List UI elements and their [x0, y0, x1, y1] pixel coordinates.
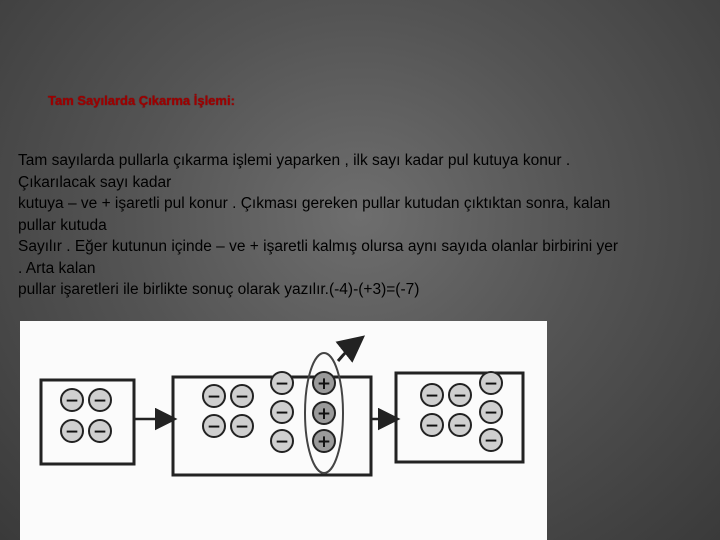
slide-title: Tam Sayılarda Çıkarma İşlemi: — [48, 93, 235, 108]
svg-text:−: − — [206, 417, 222, 437]
svg-text:−: − — [206, 387, 222, 407]
minus-chip — [480, 401, 502, 423]
body-line: pullar kutuda — [18, 216, 107, 234]
svg-text:−: − — [64, 391, 80, 411]
svg-text:−: − — [424, 386, 440, 406]
svg-text:−: − — [424, 416, 440, 436]
svg-text:−: − — [483, 374, 499, 394]
minus-chip — [89, 389, 111, 411]
svg-text:−: − — [452, 386, 468, 406]
box-first-number — [41, 380, 134, 464]
minus-chip — [231, 385, 253, 407]
body-line: Sayılır . Eğer kutunun içinde – ve + işaretli kalmış olursa aynı sayıda olanlar birbirini yer — [18, 238, 619, 255]
plus-chip — [313, 430, 335, 452]
svg-text:+: + — [316, 374, 332, 394]
svg-text:−: − — [234, 417, 250, 437]
svg-text:−: − — [234, 387, 250, 407]
body-line: kutuya – ve + işaretli pul konur . Çıkması gereken pullar kutudan çıktıktan sonra, kalan — [18, 195, 611, 212]
body-line: pullar işaretleri ile birlikte sonuç olarak yazılır.(-4)-(+3)=(-7) — [18, 281, 420, 298]
plus-chip — [313, 402, 335, 424]
plus-chip — [313, 372, 335, 394]
body-line: Tam sayılarda pullarla çıkarma işlemi yaparken , ilk sayı kadar pul kutuya konur . — [18, 152, 571, 169]
svg-text:+: + — [316, 404, 332, 424]
minus-chip — [480, 372, 502, 394]
svg-text:−: − — [274, 432, 290, 452]
minus-chip — [421, 384, 443, 406]
svg-text:−: − — [483, 403, 499, 423]
svg-text:−: − — [274, 403, 290, 423]
slide-body-text — [18, 150, 718, 301]
minus-chip — [449, 414, 471, 436]
minus-chip — [61, 420, 83, 442]
figure-svg — [20, 321, 547, 540]
minus-chip — [231, 415, 253, 437]
body-line: Çıkarılacak sayı kadar — [18, 173, 172, 191]
svg-text:−: − — [64, 422, 80, 442]
minus-chip — [449, 384, 471, 406]
minus-chip — [271, 372, 293, 394]
minus-chip — [480, 429, 502, 451]
svg-text:−: − — [92, 391, 108, 411]
svg-text:−: − — [483, 431, 499, 451]
chip-subtraction-figure — [20, 321, 547, 540]
minus-chip — [421, 414, 443, 436]
svg-text:−: − — [92, 422, 108, 442]
removal-arrow — [338, 341, 358, 361]
minus-chip — [89, 420, 111, 442]
svg-text:−: − — [452, 416, 468, 436]
minus-chip — [271, 401, 293, 423]
svg-text:−: − — [274, 374, 290, 394]
minus-chip — [203, 415, 225, 437]
minus-chip — [271, 430, 293, 452]
minus-chip — [61, 389, 83, 411]
body-line: . Arta kalan — [18, 259, 96, 277]
svg-text:+: + — [316, 432, 332, 452]
minus-chip — [203, 385, 225, 407]
